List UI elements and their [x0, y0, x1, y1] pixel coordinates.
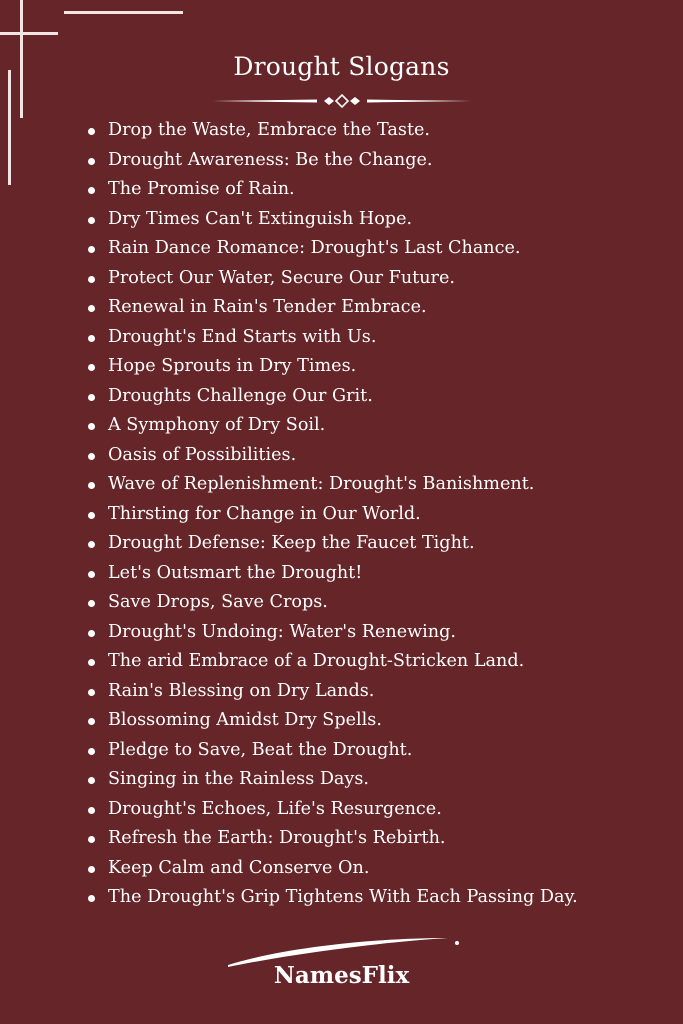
slogan-item: Blossoming Amidst Dry Spells.	[84, 706, 578, 736]
slogan-item: Rain's Blessing on Dry Lands.	[84, 677, 578, 707]
slogan-item: Let's Outsmart the Drought!	[84, 559, 578, 589]
slogan-item: Keep Calm and Conserve On.	[84, 854, 578, 884]
slogan-item: Drought Defense: Keep the Faucet Tight.	[84, 529, 578, 559]
slogan-item: Drought's Echoes, Life's Resurgence.	[84, 795, 578, 825]
slogan-item: Thirsting for Change in Our World.	[84, 500, 578, 530]
slogan-item: Save Drops, Save Crops.	[84, 588, 578, 618]
slogan-item: Refresh the Earth: Drought's Rebirth.	[84, 824, 578, 854]
slogan-item: Dry Times Can't Extinguish Hope.	[84, 205, 578, 235]
slogan-item: Rain Dance Romance: Drought's Last Chance.	[84, 234, 578, 264]
slogan-item: Drop the Waste, Embrace the Taste.	[84, 116, 578, 146]
slogan-item: Hope Sprouts in Dry Times.	[84, 352, 578, 382]
slogan-item: Drought's Undoing: Water's Renewing.	[84, 618, 578, 648]
slogan-item: A Symphony of Dry Soil.	[84, 411, 578, 441]
slogan-item: The Drought's Grip Tightens With Each Passing Day.	[84, 883, 578, 913]
slogan-item: Singing in the Rainless Days.	[84, 765, 578, 795]
ornamental-divider	[212, 91, 472, 111]
corner-ornament-line-vertical-long	[8, 70, 11, 185]
brand-name: NamesFlix	[273, 962, 410, 989]
slogan-item: The arid Embrace of a Drought-Stricken Land.	[84, 647, 578, 677]
corner-ornament-line-top	[64, 11, 183, 14]
slogan-item: Oasis of Possibilities.	[84, 441, 578, 471]
slogan-item: Protect Our Water, Secure Our Future.	[84, 264, 578, 294]
slogan-list	[84, 116, 578, 913]
page-title: Drought Slogans	[233, 52, 450, 81]
slogan-item: Wave of Replenishment: Drought's Banishment.	[84, 470, 578, 500]
slogan-item: Pledge to Save, Beat the Drought.	[84, 736, 578, 766]
slogan-item: Droughts Challenge Our Grit.	[84, 382, 578, 412]
corner-ornament-line-top-short	[0, 32, 58, 35]
slogan-item: Renewal in Rain's Tender Embrace.	[84, 293, 578, 323]
slogan-item: Drought Awareness: Be the Change.	[84, 146, 578, 176]
slogan-item: Drought's End Starts with Us.	[84, 323, 578, 353]
slogan-item: The Promise of Rain.	[84, 175, 578, 205]
